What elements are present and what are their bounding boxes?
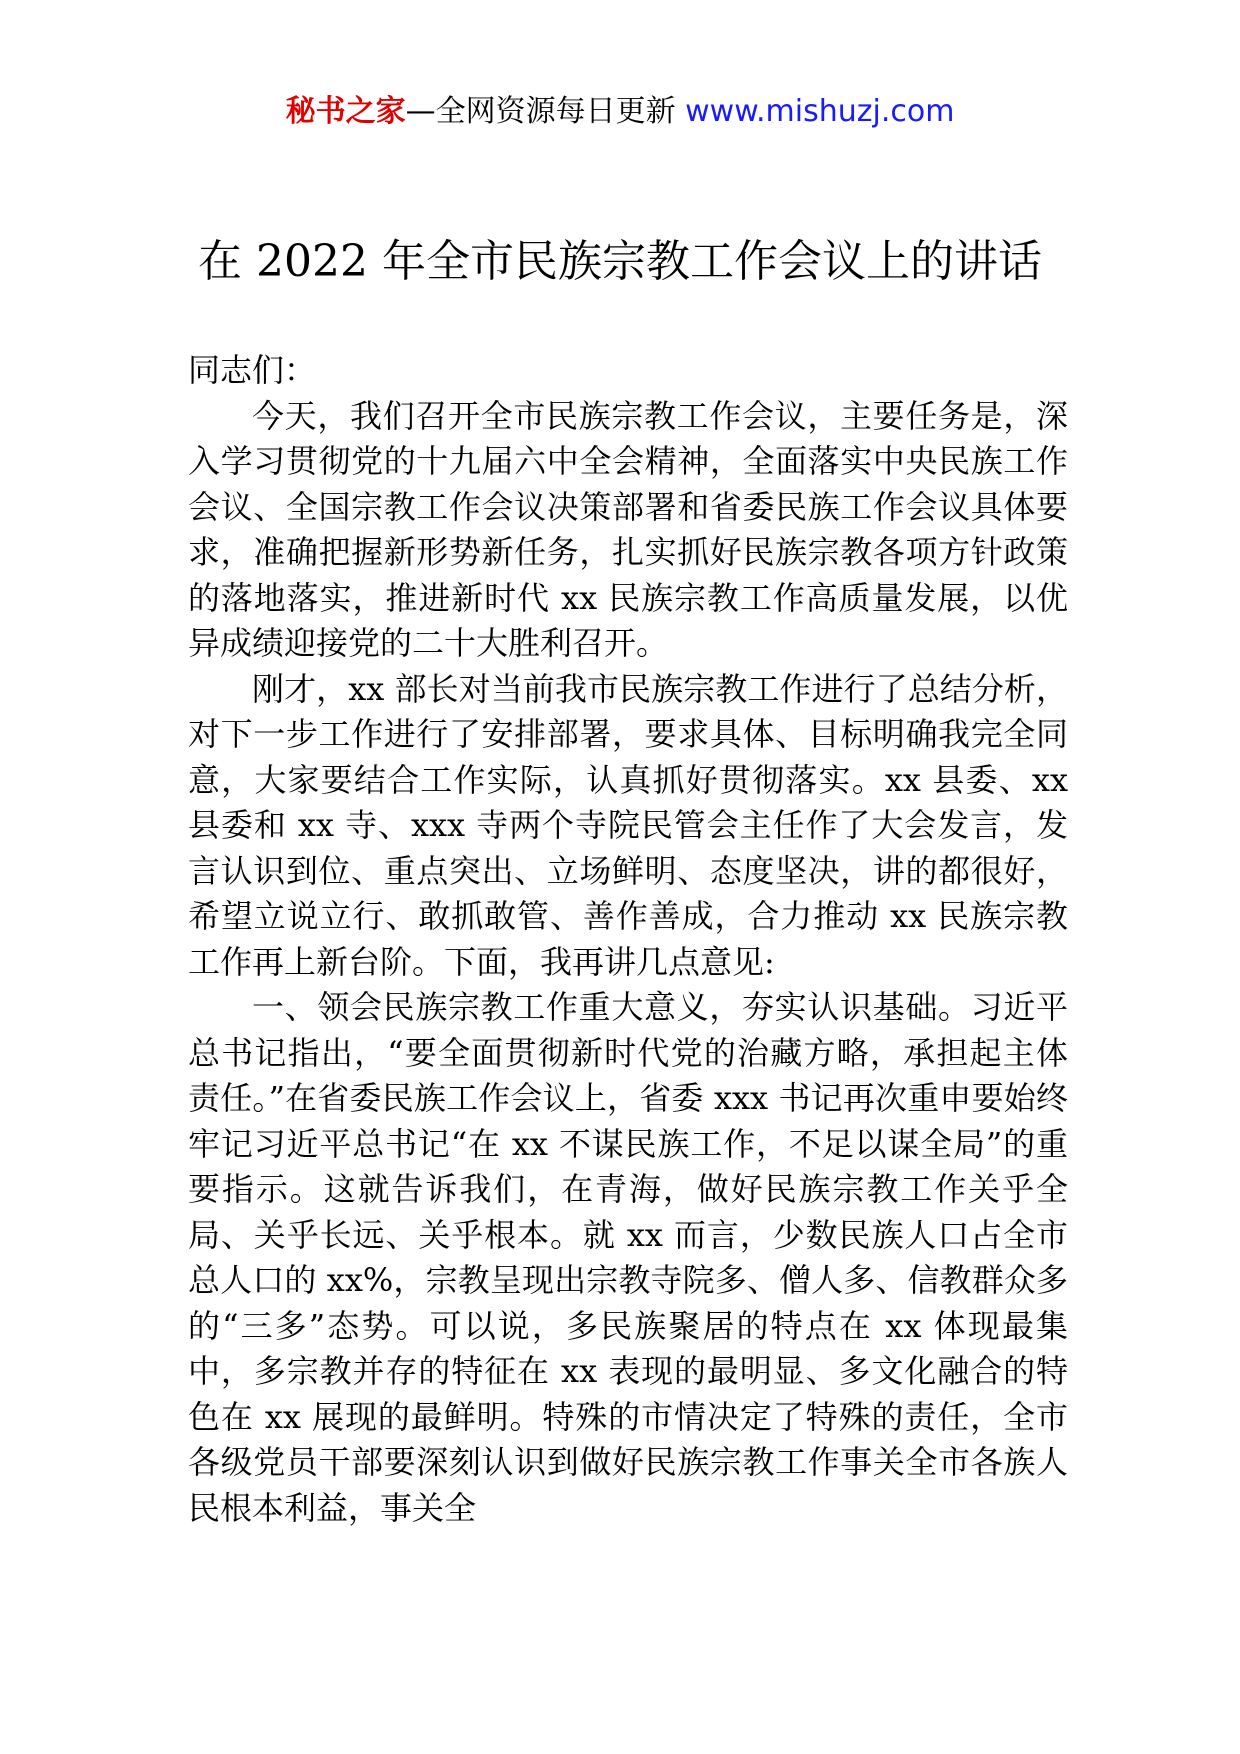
document-title: 在 2022 年全市民族宗教工作会议上的讲话 <box>198 236 1042 287</box>
site-slogan: —全网资源每日更新 <box>405 94 686 129</box>
paragraph-intro: 今天，我们召开全市民族宗教工作会议，主要任务是，深入学习贯彻党的十九届六中全会精神，全面落实中央民族工作会议、全国宗教工作会议决策部署和省委民族工作会议具体要求，准确把握新形势新任务，扎实抓好民族宗教各项方针政策的落地落实，推进新时代 xx 民族宗教工作高质量发展，以优异成绩迎接党的二十大胜利召开。 <box>188 396 1068 662</box>
site-header <box>0 92 1240 132</box>
paragraph-review: 刚才，xx 部长对当前我市民族宗教工作进行了总结分析，对下一步工作进行了安排部署，要求具体、目标明确我完全同意，大家要结合工作实际，认真抓好贯彻落实。xx 县委、xx 县委和 xx 寺、xxx 寺两个寺院民管会主任作了大会发言，发言认识到位、重点突出、立场鲜明、态度坚决，讲的都很好，希望立说立行、敢抓敢管、善作善成，合力推动 xx 民族宗教工作再上新台阶。下面，我再讲几点意见: <box>188 669 1068 981</box>
site-brand: 秘书之家 <box>285 94 406 129</box>
salutation: 同志们： <box>188 351 317 389</box>
document-body <box>188 348 1068 1531</box>
paragraph-section-one: 一、领会民族宗教工作重大意义，夯实认识基础。习近平总书记指出，“要全面贯彻新时代党的治藏方略，承担起主体责任。”在省委民族工作会议上，省委 xxx 书记再次重申要始终牢记习近平总书记“在 xx 不谋民族工作，不足以谋全局”的重要指示。这就告诉我们，在青海，做好民族宗教工作关乎全局、关乎长远、关乎根本。就 xx 而言，少数民族人口占全市总人口的 xx%，宗教呈现出宗教寺院多、僧人多、信教群众多的“三多”态势。可以说，多民族聚居的特点在 xx 体现最集中，多宗教并存的特征在 xx 表现的最明显、多文化融合的特色在 xx 展现的最鲜明。特殊的市情决定了特殊的责任，全市各级党员干部要深刻认识到做好民族宗教工作事关全市各族人民根本利益，事关全 <box>188 988 1068 1527</box>
site-url-link[interactable]: www.mishuzj.com <box>685 94 955 129</box>
